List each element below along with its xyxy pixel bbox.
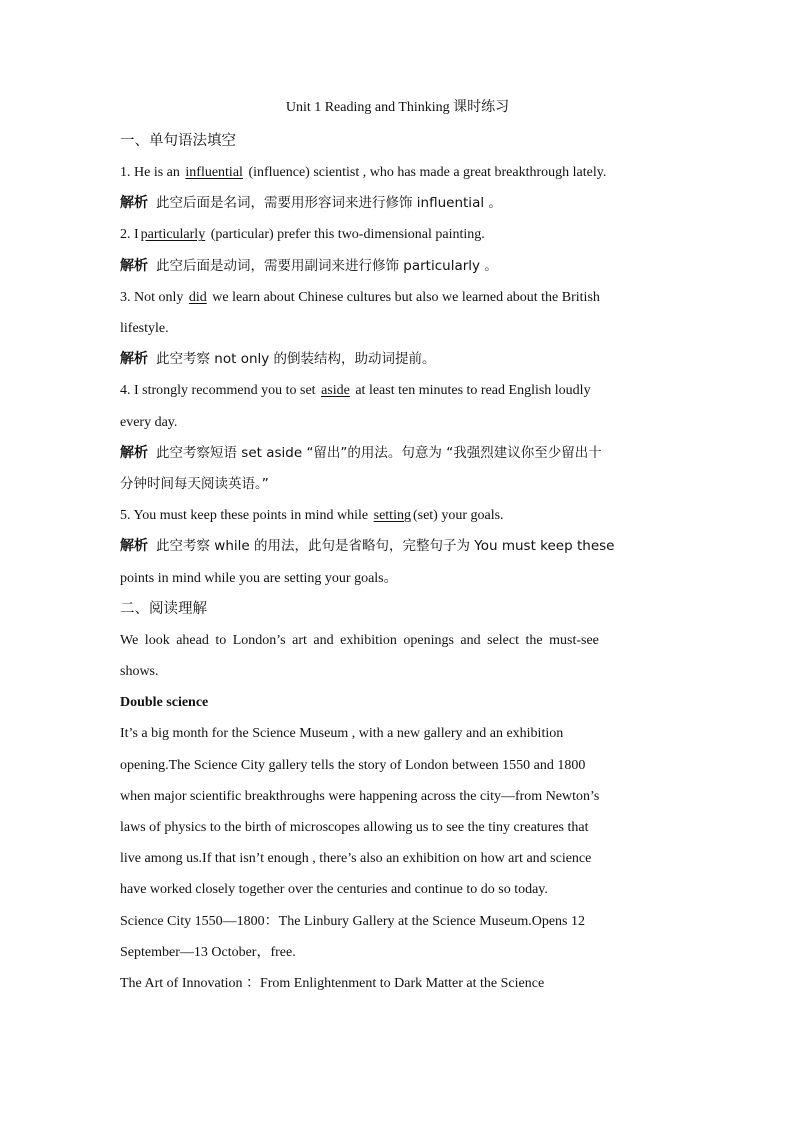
- answer-blank: influential: [185, 165, 243, 180]
- intro-line: We look ahead to London’s art and exhibition openings and select the must-see: [120, 632, 599, 648]
- analysis-label: 解析: [120, 538, 148, 555]
- question-number: 4.: [120, 383, 131, 399]
- paragraph-line: live among us.If that isn’t enough , there’s also an exhibition on how art and science: [120, 851, 592, 867]
- analysis-4: [120, 438, 675, 469]
- analysis-label: 解析: [120, 351, 148, 368]
- analysis-4-continued: 分钟时间每天阅读英语。”: [120, 476, 269, 493]
- intro-line: shows.: [120, 664, 159, 680]
- question-4: [120, 375, 675, 406]
- analysis-label: 解析: [120, 195, 148, 212]
- analysis-label: 解析: [120, 257, 148, 274]
- paragraph-line: It’s a big month for the Science Museum , with a new gallery and an exhibition: [120, 726, 564, 742]
- paragraph-line: September—13 October，free.: [120, 944, 296, 960]
- answer-blank: aside: [321, 383, 350, 399]
- analysis-5-continued: points in mind while you are setting your goals。: [120, 570, 398, 586]
- analysis-text: 此空考察 while 的用法，此句是省略句，完整句子为 You must keep these: [156, 538, 615, 555]
- analysis-3: [120, 344, 675, 375]
- question-text: I strongly recommend you to set: [134, 383, 316, 399]
- question-number: 1.: [120, 165, 131, 180]
- question-number: 3.: [120, 289, 131, 305]
- question-text: (particular) prefer this two-dimensional painting.: [210, 227, 485, 243]
- section-heading-reading: 二、阅读理解: [120, 600, 207, 617]
- answer-blank: setting: [373, 508, 411, 524]
- question-2: [120, 219, 675, 250]
- paragraph-line: have worked closely together over the centuries and continue to do so today.: [120, 882, 548, 898]
- analysis-1: [120, 188, 675, 219]
- paragraph-line: The Art of Innovation ：From Enlightenment to Dark Matter at the Science: [120, 976, 545, 992]
- answer-blank: did: [188, 289, 207, 305]
- analysis-text: 此空考察短语 set aside “留出”的用法。句意为 “我强烈建议你至少留出十: [156, 444, 602, 461]
- question-text: You must keep these points in mind while: [133, 508, 369, 524]
- question-number: 2.: [120, 227, 131, 243]
- paragraph-line: opening.The Science City gallery tells the story of London between 1550 and 1800: [120, 757, 586, 773]
- question-text: we learn about Chinese cultures but also we learned about the British: [212, 289, 600, 305]
- paragraph-line: when major scientific breakthroughs were happening across the city—from Newton’s: [120, 788, 600, 804]
- question-number: 5.: [120, 508, 131, 524]
- analysis-text: 此空后面是名词，需要用形容词来进行修饰 influential 。: [156, 195, 502, 212]
- analysis-5: [120, 531, 675, 562]
- question-5: [120, 500, 675, 531]
- analysis-text: 此空考察 not only 的倒装结构，助动词提前。: [156, 351, 436, 368]
- analysis-2: [120, 251, 675, 282]
- question-text: Not only: [134, 289, 184, 305]
- analysis-text: 此空后面是动词，需要用副词来进行修饰 particularly 。: [156, 257, 498, 274]
- question-3: [120, 282, 675, 313]
- paragraph-line: Science City 1550—1800：The Linbury Gallery at the Science Museum.Opens 12: [120, 913, 586, 929]
- subheading-double-science: Double science: [120, 695, 209, 711]
- page-title: Unit 1 Reading and Thinking 课时练习: [285, 100, 510, 115]
- question-3-continued: lifestyle.: [120, 321, 169, 337]
- question-1: [120, 157, 675, 188]
- section-heading-grammar: 一、单句语法填空: [120, 133, 236, 149]
- question-4-continued: every day.: [120, 414, 178, 430]
- analysis-label: 解析: [120, 444, 148, 461]
- question-text: He is an: [134, 165, 180, 180]
- question-text: I: [134, 227, 139, 243]
- answer-blank: particularly: [140, 227, 206, 243]
- paragraph-line: laws of physics to the birth of microscopes allowing us to see the tiny creatures that: [120, 820, 589, 836]
- question-text: (influence) scientist , who has made a great breakthrough lately.: [248, 165, 607, 180]
- question-text: (set) your goals.: [412, 508, 504, 524]
- question-text: at least ten minutes to read English loudly: [355, 383, 591, 399]
- document-page: [120, 98, 675, 999]
